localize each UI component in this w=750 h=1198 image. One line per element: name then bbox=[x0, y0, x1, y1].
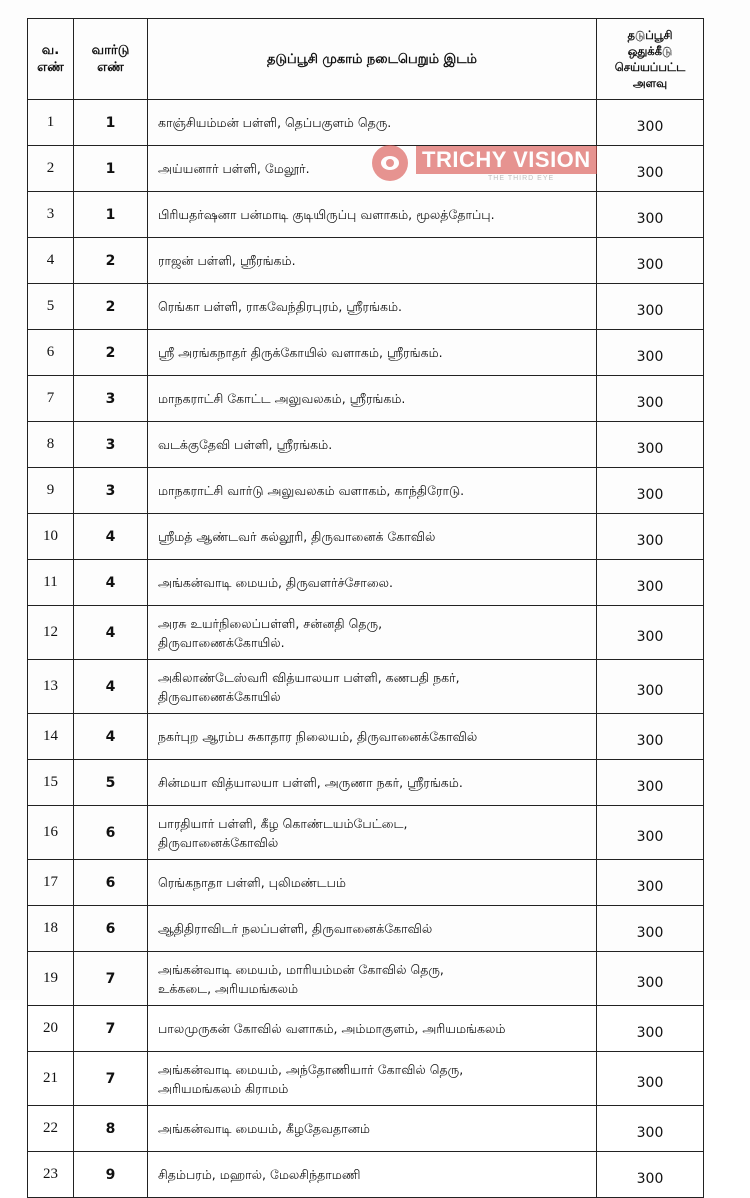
serial-number-cell: 17 bbox=[28, 860, 74, 906]
header-allocated-doses: தடுப்பூசி ஒதுக்கீடு செய்யப்பட்ட அளவு bbox=[597, 19, 704, 100]
allocated-doses-cell: 300 bbox=[597, 806, 704, 860]
table-row bbox=[28, 906, 704, 952]
serial-number-cell: 9 bbox=[28, 468, 74, 514]
camp-location-cell: ஸ்ரீ அரங்கநாதர் திருக்கோயில் வளாகம், ஸ்ரீரங்கம். bbox=[148, 330, 597, 376]
header-ward-number: வார்டு எண் bbox=[74, 19, 148, 100]
allocated-doses-cell: 300 bbox=[597, 1052, 704, 1106]
allocated-doses-cell: 300 bbox=[597, 146, 704, 192]
camp-location-cell: அங்கன்வாடி மையம், கீழதேவதானம் bbox=[148, 1106, 597, 1152]
ward-number-cell: 4 bbox=[74, 514, 148, 560]
ward-number-cell: 6 bbox=[74, 806, 148, 860]
serial-number-cell: 23 bbox=[28, 1152, 74, 1198]
table-row bbox=[28, 1152, 704, 1198]
camp-location-cell: மாநகராட்சி வார்டு அலுவலகம் வளாகம், காந்திரோடு. bbox=[148, 468, 597, 514]
ward-number-cell: 6 bbox=[74, 906, 148, 952]
camp-location-cell: வடக்குதேவி பள்ளி, ஸ்ரீரங்கம். bbox=[148, 422, 597, 468]
ward-number-cell: 4 bbox=[74, 714, 148, 760]
table-row bbox=[28, 284, 704, 330]
table-row bbox=[28, 560, 704, 606]
table-row bbox=[28, 468, 704, 514]
camp-location-cell: ராஜன் பள்ளி, ஸ்ரீரங்கம். bbox=[148, 238, 597, 284]
serial-number-cell: 18 bbox=[28, 906, 74, 952]
serial-number-cell: 20 bbox=[28, 1006, 74, 1052]
allocated-doses-cell: 300 bbox=[597, 860, 704, 906]
serial-number-cell: 22 bbox=[28, 1106, 74, 1152]
table-row bbox=[28, 146, 704, 192]
camp-location-cell: காஞ்சியம்மன் பள்ளி, தெப்பகுளம் தெரு. bbox=[148, 100, 597, 146]
serial-number-cell: 8 bbox=[28, 422, 74, 468]
camp-location-cell: பிரியதர்ஷனா பன்மாடி குடியிருப்பு வளாகம், மூலத்தோப்பு. bbox=[148, 192, 597, 238]
serial-number-cell: 3 bbox=[28, 192, 74, 238]
header-serial-number: வ. எண் bbox=[28, 19, 74, 100]
serial-number-cell: 4 bbox=[28, 238, 74, 284]
allocated-doses-cell: 300 bbox=[597, 422, 704, 468]
table-row bbox=[28, 606, 704, 660]
camp-location-cell: அங்கன்வாடி மையம், அந்தோணியார் கோவில் தெரு, அரியமங்கலம் கிராமம் bbox=[148, 1052, 597, 1106]
ward-number-cell: 2 bbox=[74, 330, 148, 376]
camp-location-cell: ரெங்கா பள்ளி, ராகவேந்திரபுரம், ஸ்ரீரங்கம். bbox=[148, 284, 597, 330]
serial-number-cell: 2 bbox=[28, 146, 74, 192]
serial-number-cell: 1 bbox=[28, 100, 74, 146]
table-row bbox=[28, 376, 704, 422]
allocated-doses-cell: 300 bbox=[597, 376, 704, 422]
allocated-doses-cell: 300 bbox=[597, 192, 704, 238]
camp-location-cell: பாரதியார் பள்ளி, கீழ கொண்டயம்பேட்டை, திருவானைக்கோவில் bbox=[148, 806, 597, 860]
serial-number-cell: 16 bbox=[28, 806, 74, 860]
allocated-doses-cell: 300 bbox=[597, 100, 704, 146]
table-row bbox=[28, 1006, 704, 1052]
camp-location-cell: பாலமுருகன் கோவில் வளாகம், அம்மாகுளம், அரியமங்கலம் bbox=[148, 1006, 597, 1052]
serial-number-cell: 14 bbox=[28, 714, 74, 760]
ward-number-cell: 1 bbox=[74, 146, 148, 192]
table-row bbox=[28, 860, 704, 906]
ward-number-cell: 3 bbox=[74, 422, 148, 468]
table-row bbox=[28, 952, 704, 1006]
ward-number-cell: 7 bbox=[74, 1052, 148, 1106]
serial-number-cell: 13 bbox=[28, 660, 74, 714]
serial-number-cell: 15 bbox=[28, 760, 74, 806]
table-row bbox=[28, 422, 704, 468]
camp-location-cell: அரசு உயர்நிலைப்பள்ளி, சன்னதி தெரு, திருவாணைக்கோயில். bbox=[148, 606, 597, 660]
camp-location-cell: ரெங்கநாதா பள்ளி, புலிமண்டபம் bbox=[148, 860, 597, 906]
camp-location-cell: சிதம்பரம், மஹால், மேலசிந்தாமணி bbox=[148, 1152, 597, 1198]
table-row bbox=[28, 1052, 704, 1106]
ward-number-cell: 6 bbox=[74, 860, 148, 906]
table-header-row bbox=[28, 19, 704, 100]
allocated-doses-cell: 300 bbox=[597, 330, 704, 376]
ward-number-cell: 4 bbox=[74, 606, 148, 660]
table-row bbox=[28, 660, 704, 714]
serial-number-cell: 11 bbox=[28, 560, 74, 606]
allocated-doses-cell: 300 bbox=[597, 560, 704, 606]
camp-location-cell: அங்கன்வாடி மையம், திருவளர்ச்சோலை. bbox=[148, 560, 597, 606]
ward-number-cell: 3 bbox=[74, 468, 148, 514]
serial-number-cell: 5 bbox=[28, 284, 74, 330]
camp-location-cell: நகர்புற ஆரம்ப சுகாதார நிலையம், திருவானைக்கோவில் bbox=[148, 714, 597, 760]
camp-location-cell: அகிலாண்டேஸ்வரி வித்யாலயா பள்ளி, கணபதி நகர், திருவாணைக்கோயில் bbox=[148, 660, 597, 714]
ward-number-cell: 8 bbox=[74, 1106, 148, 1152]
ward-number-cell: 9 bbox=[74, 1152, 148, 1198]
allocated-doses-cell: 300 bbox=[597, 760, 704, 806]
allocated-doses-cell: 300 bbox=[597, 238, 704, 284]
table-row bbox=[28, 760, 704, 806]
ward-number-cell: 2 bbox=[74, 284, 148, 330]
ward-number-cell: 3 bbox=[74, 376, 148, 422]
serial-number-cell: 7 bbox=[28, 376, 74, 422]
ward-number-cell: 7 bbox=[74, 1006, 148, 1052]
watermark-tagline: THE THIRD EYE bbox=[488, 175, 555, 182]
allocated-doses-cell: 300 bbox=[597, 1106, 704, 1152]
ward-number-cell: 1 bbox=[74, 192, 148, 238]
ward-number-cell: 5 bbox=[74, 760, 148, 806]
table-row bbox=[28, 1106, 704, 1152]
table-row bbox=[28, 330, 704, 376]
allocated-doses-cell: 300 bbox=[597, 284, 704, 330]
table-row bbox=[28, 238, 704, 284]
camp-location-cell: அய்யனார் பள்ளி, மேலூர். bbox=[148, 146, 597, 192]
table-row bbox=[28, 806, 704, 860]
ward-number-cell: 1 bbox=[74, 100, 148, 146]
camp-location-cell: சின்மயா வித்யாலயா பள்ளி, அருணா நகர், ஸ்ரீரங்கம். bbox=[148, 760, 597, 806]
allocated-doses-cell: 300 bbox=[597, 714, 704, 760]
camp-location-cell: மாநகராட்சி கோட்ட அலுவலகம், ஸ்ரீரங்கம். bbox=[148, 376, 597, 422]
allocated-doses-cell: 300 bbox=[597, 606, 704, 660]
allocated-doses-cell: 300 bbox=[597, 1152, 704, 1198]
ward-number-cell: 7 bbox=[74, 952, 148, 1006]
table-row bbox=[28, 514, 704, 560]
allocated-doses-cell: 300 bbox=[597, 952, 704, 1006]
serial-number-cell: 10 bbox=[28, 514, 74, 560]
camp-location-cell: ஸ்ரீமத் ஆண்டவர் கல்லூரி, திருவானைக் கோவில் bbox=[148, 514, 597, 560]
ward-number-cell: 4 bbox=[74, 660, 148, 714]
table-row bbox=[28, 192, 704, 238]
serial-number-cell: 19 bbox=[28, 952, 74, 1006]
camp-location-cell: அங்கன்வாடி மையம், மாரியம்மன் கோவில் தெரு, உக்கடை, அரியமங்கலம் bbox=[148, 952, 597, 1006]
ward-number-cell: 2 bbox=[74, 238, 148, 284]
allocated-doses-cell: 300 bbox=[597, 514, 704, 560]
serial-number-cell: 12 bbox=[28, 606, 74, 660]
allocated-doses-cell: 300 bbox=[597, 660, 704, 714]
allocated-doses-cell: 300 bbox=[597, 906, 704, 952]
serial-number-cell: 21 bbox=[28, 1052, 74, 1106]
watermark-title: TRICHY VISION bbox=[416, 146, 597, 174]
serial-number-cell: 6 bbox=[28, 330, 74, 376]
header-camp-location: தடுப்பூசி முகாம் நடைபெறும் இடம் bbox=[148, 19, 597, 100]
vaccination-camp-table bbox=[27, 18, 704, 1198]
table-row bbox=[28, 714, 704, 760]
table-row bbox=[28, 100, 704, 146]
ward-number-cell: 4 bbox=[74, 560, 148, 606]
allocated-doses-cell: 300 bbox=[597, 1006, 704, 1052]
camp-location-cell: ஆதிதிராவிடர் நலப்பள்ளி, திருவானைக்கோவில் bbox=[148, 906, 597, 952]
allocated-doses-cell: 300 bbox=[597, 468, 704, 514]
